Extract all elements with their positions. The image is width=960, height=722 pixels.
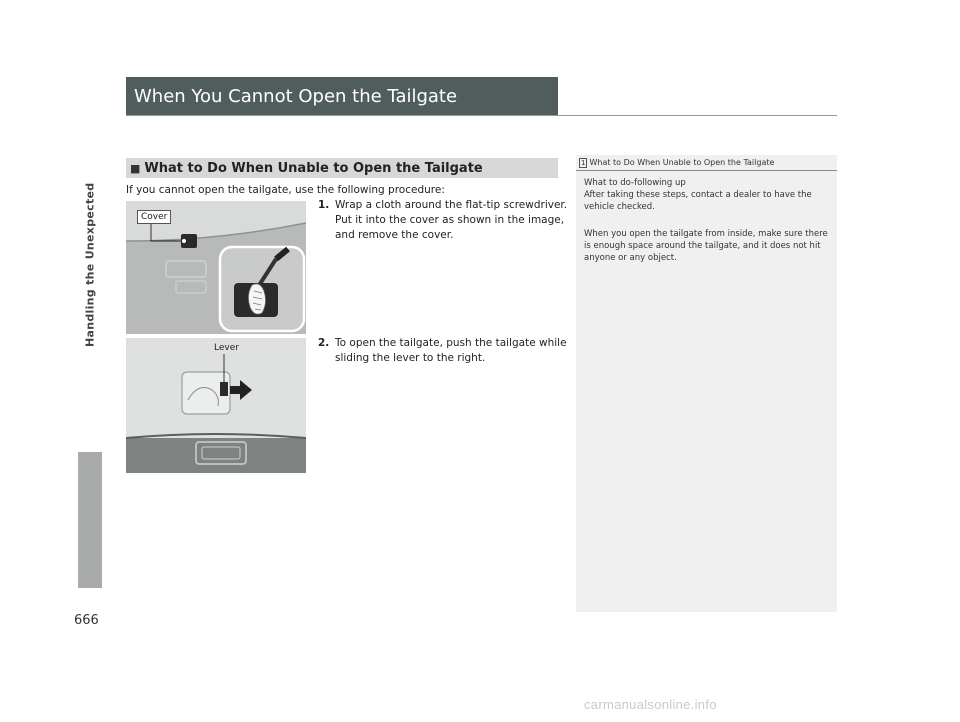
section-bullet-icon: ■ — [130, 161, 141, 175]
step-1-text: Wrap a cloth around the flat-tip screwdriver. Put it into the cover as shown in the image, and remove the cover. — [335, 199, 568, 241]
page-title — [126, 77, 558, 115]
note-para-2: When you open the tailgate from inside, make sure there is enough space around the tailgate, and it does not hit anyone or any object. — [584, 229, 828, 263]
step-2 — [318, 336, 575, 366]
side-tab-marker — [78, 452, 102, 588]
note-para-1-body: After taking these steps, contact a dealer to have the vehicle checked. — [584, 190, 812, 212]
note-heading-text: What to Do When Unable to Open the Tailgate — [589, 158, 775, 167]
page-title-text: When You Cannot Open the Tailgate — [134, 85, 458, 107]
cover-callout: Cover — [137, 210, 171, 224]
note-column — [576, 155, 837, 612]
footer-watermark: carmanualsonline.info — [584, 697, 717, 712]
reference-icon: 1 — [581, 159, 586, 167]
lever-illustration — [126, 338, 306, 473]
section-heading-text: What to Do When Unable to Open the Tailgate — [144, 160, 483, 176]
lever-illustration-graphic — [126, 338, 306, 473]
intro-text: If you cannot open the tailgate, use the following procedure: — [126, 184, 445, 196]
note-heading — [576, 158, 837, 171]
step-2-number: 2. — [318, 337, 330, 349]
page-number: 666 — [74, 613, 99, 628]
side-tab-label: Handling the Unexpected — [83, 182, 97, 348]
step-1 — [318, 198, 575, 243]
step-2-text: To open the tailgate, push the tailgate while sliding the lever to the right. — [335, 337, 567, 364]
cover-illustration — [126, 201, 306, 334]
lever-callout: Lever — [214, 343, 239, 353]
title-divider — [126, 115, 837, 116]
step-1-number: 1. — [318, 199, 330, 211]
note-para-1-title: What to do-following up — [584, 178, 686, 188]
section-heading — [126, 158, 558, 178]
